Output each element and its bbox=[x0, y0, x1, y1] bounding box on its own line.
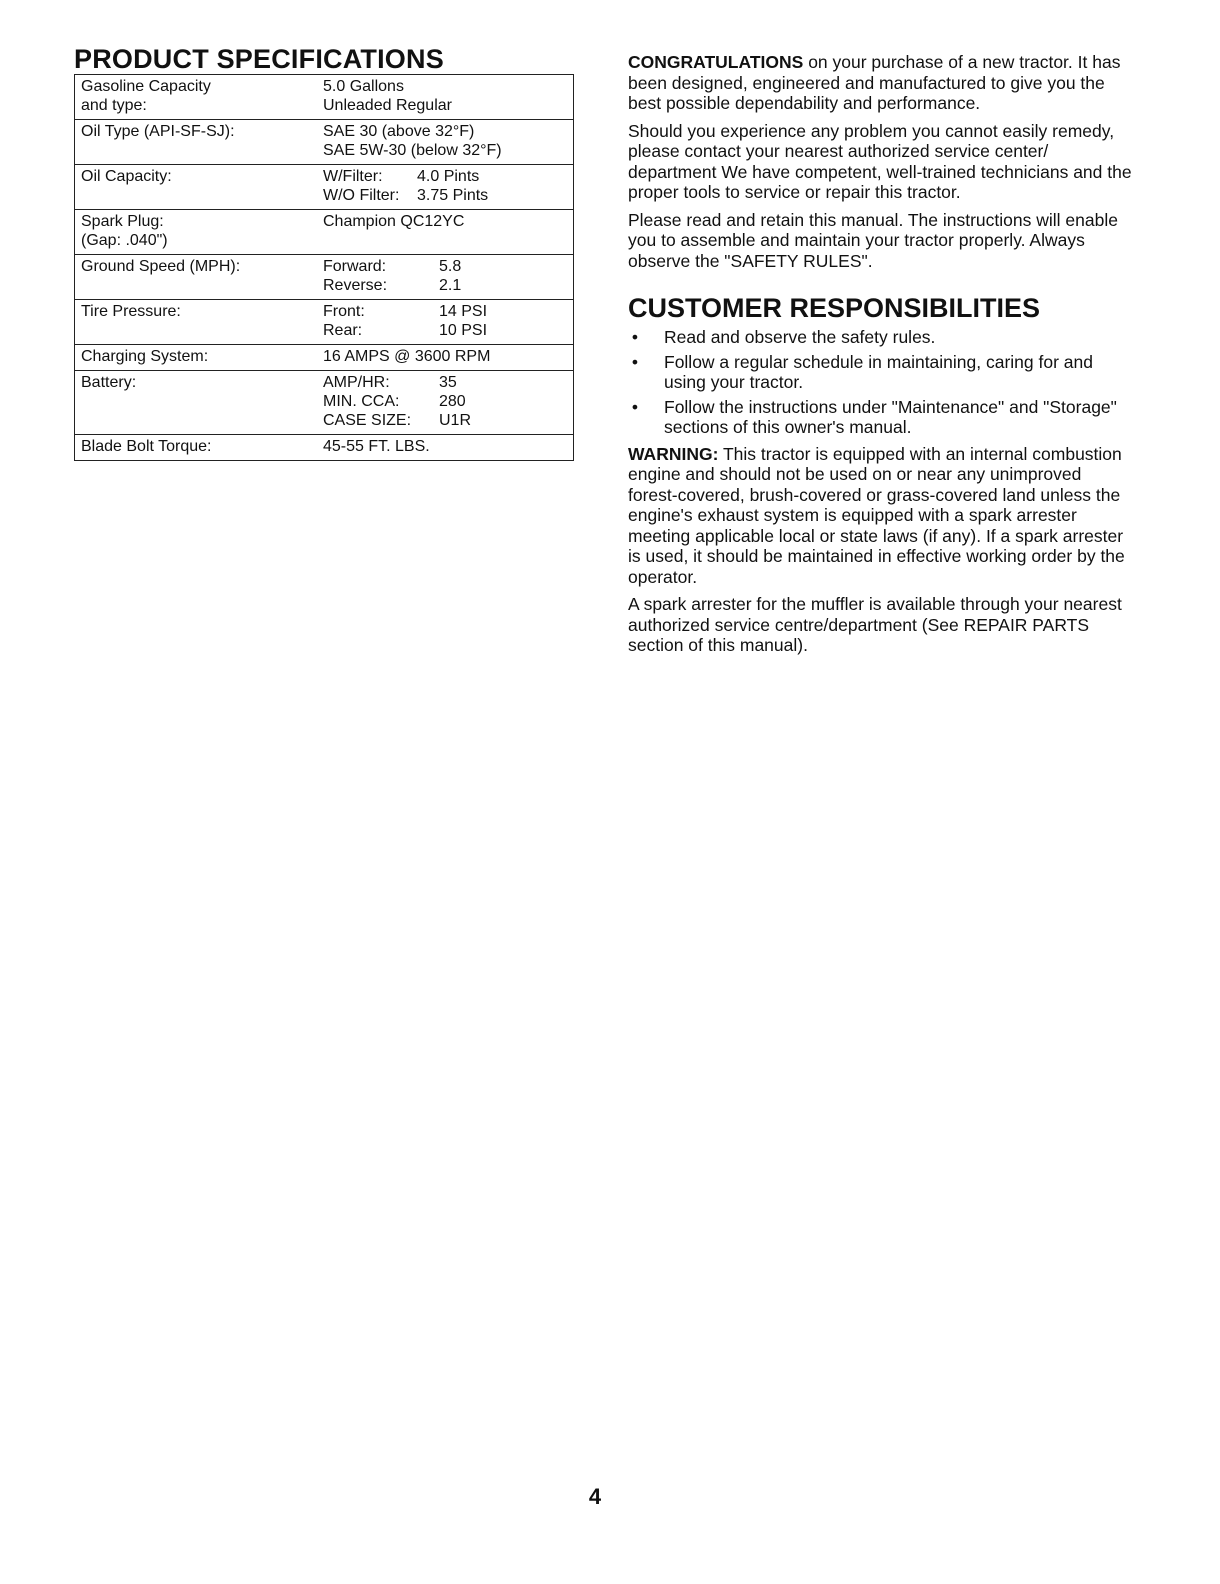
spec-value-key: 16 AMPS @ 3600 RPM bbox=[323, 348, 491, 365]
congratulations-paragraph bbox=[628, 52, 1132, 114]
specifications-title: PRODUCT SPECIFICATIONS bbox=[74, 44, 444, 74]
spark-arrester-paragraph: A spark arrester for the muffler is available through your nearest authorized service centre/department (See REPAIR PARTS section of this manual). bbox=[628, 594, 1122, 655]
bullet-icon: • bbox=[631, 351, 639, 372]
spec-value-line bbox=[323, 167, 569, 186]
spec-label bbox=[75, 75, 318, 120]
spec-value-amount: 4.0 Pints bbox=[417, 168, 480, 185]
table-row bbox=[75, 210, 574, 255]
table-row bbox=[75, 435, 574, 461]
spec-value-key: AMP/HR: bbox=[323, 374, 390, 391]
congratulations-lead: CONGRATULATIONS bbox=[628, 52, 804, 72]
table-row bbox=[75, 300, 574, 345]
table-row bbox=[75, 255, 574, 300]
bullet-icon: • bbox=[631, 396, 639, 417]
spec-value-line bbox=[323, 392, 569, 411]
specifications-section bbox=[74, 44, 574, 461]
spec-value-line bbox=[323, 321, 569, 340]
spec-value bbox=[317, 75, 574, 120]
spec-label bbox=[75, 165, 318, 210]
spec-value-line bbox=[323, 276, 569, 295]
spec-value-key: SAE 30 (above 32°F) bbox=[323, 123, 475, 140]
spec-label-line: and type: bbox=[81, 97, 147, 114]
spec-value-key: Rear: bbox=[323, 322, 363, 339]
spec-value-line bbox=[323, 437, 569, 456]
table-row bbox=[75, 165, 574, 210]
spec-value bbox=[317, 371, 574, 435]
warning-lead: WARNING: bbox=[628, 443, 719, 464]
spec-label-line: (Gap: .040") bbox=[81, 232, 168, 249]
list-item-text: Follow the instructions under "Maintenance" and "Storage" sections of this owner's manual. bbox=[664, 396, 1117, 437]
spec-value bbox=[317, 120, 574, 165]
warning-text: This tractor is equipped with an internal combustion engine and should not be used on or near any unimproved forest-covered, brush-covered or grass-covered land unless the engine's exhaust system is equipped with a spark arrester meeting applicable local or state laws (if any). If a spark arrester is used, it should be maintained in effective working order by the operator. bbox=[628, 443, 1125, 587]
spec-label-line: Spark Plug: bbox=[81, 213, 164, 230]
list-item bbox=[628, 327, 1132, 348]
spec-value-line bbox=[323, 347, 569, 366]
spec-value-key: 5.0 Gallons bbox=[323, 78, 404, 95]
specifications-table bbox=[74, 74, 574, 461]
responsibilities-title: CUSTOMER RESPONSIBILITIES bbox=[628, 293, 1041, 323]
spec-label-line: Oil Type (API-SF-SJ): bbox=[81, 123, 235, 140]
spec-value-line bbox=[323, 77, 569, 96]
spec-value-line bbox=[323, 212, 569, 231]
spec-label bbox=[75, 255, 318, 300]
spec-value-line bbox=[323, 96, 569, 115]
spec-value-key: Forward: bbox=[323, 258, 387, 275]
table-row bbox=[75, 120, 574, 165]
spec-value-key: 45-55 FT. LBS. bbox=[323, 438, 430, 455]
spec-value-amount: 35 bbox=[439, 374, 457, 391]
spec-value-line bbox=[323, 186, 569, 205]
spec-value-line bbox=[323, 411, 569, 430]
spec-label bbox=[75, 210, 318, 255]
table-row bbox=[75, 75, 574, 120]
spec-value bbox=[317, 435, 574, 461]
spec-value-key: Front: bbox=[323, 303, 365, 320]
spec-value-amount: 10 PSI bbox=[439, 322, 488, 339]
spec-label bbox=[75, 300, 318, 345]
retain-manual-paragraph: Please read and retain this manual. The instructions will enable you to assemble and maintain your tractor properly. Always observe the "SAFETY RULES". bbox=[628, 209, 1118, 271]
list-item-text: Read and observe the safety rules. bbox=[664, 327, 936, 347]
spec-label-line: Ground Speed (MPH): bbox=[81, 258, 241, 275]
spec-value-key: Unleaded Regular bbox=[323, 97, 452, 114]
responsibilities-list bbox=[628, 327, 1132, 438]
list-item bbox=[628, 352, 1132, 393]
spec-value-line bbox=[323, 257, 569, 276]
list-item-text: Follow a regular schedule in maintaining, caring for and using your tractor. bbox=[664, 351, 1093, 392]
spec-value bbox=[317, 345, 574, 371]
spec-value-key: CASE SIZE: bbox=[323, 412, 412, 429]
spec-value-key: W/O Filter: bbox=[323, 187, 400, 204]
table-row bbox=[75, 345, 574, 371]
spec-value-line bbox=[323, 373, 569, 392]
table-row bbox=[75, 371, 574, 435]
spec-value-amount: 5.8 bbox=[439, 258, 462, 275]
warning-paragraph bbox=[628, 444, 1132, 588]
spec-value-line bbox=[323, 302, 569, 321]
spec-label-line: Charging System: bbox=[81, 348, 209, 365]
spec-value bbox=[317, 255, 574, 300]
spec-value-key: Reverse: bbox=[323, 277, 388, 294]
spec-label-line: Blade Bolt Torque: bbox=[81, 438, 212, 455]
spec-label-line: Battery: bbox=[81, 374, 137, 391]
spec-value bbox=[317, 210, 574, 255]
list-item bbox=[628, 397, 1132, 438]
page-number: 4 bbox=[588, 1484, 602, 1509]
spec-value-line bbox=[323, 141, 569, 160]
spec-value-key: SAE 5W-30 (below 32°F) bbox=[323, 142, 502, 159]
spec-label bbox=[75, 345, 318, 371]
spec-value-key: W/Filter: bbox=[323, 168, 383, 185]
spec-label-line: Oil Capacity: bbox=[81, 168, 172, 185]
spec-value-key: Champion QC12YC bbox=[323, 213, 465, 230]
spec-value-amount: U1R bbox=[439, 412, 472, 429]
congratulations-text: on your purchase of a new tractor. It has been designed, engineered and manufactured to give you the best possible dependability and performance. bbox=[628, 52, 1121, 113]
spec-value-amount: 2.1 bbox=[439, 277, 462, 294]
spec-label bbox=[75, 371, 318, 435]
spec-value-amount: 280 bbox=[439, 393, 466, 410]
spec-label-line: Gasoline Capacity bbox=[81, 78, 211, 95]
spec-value-line bbox=[323, 122, 569, 141]
intro-section bbox=[628, 52, 1132, 663]
problem-paragraph: Should you experience any problem you cannot easily remedy, please contact your nearest authorized service center/ department We have competent, well-trained technicians and the proper tools to service or repair this tractor. bbox=[628, 120, 1132, 202]
spec-value bbox=[317, 165, 574, 210]
spec-value bbox=[317, 300, 574, 345]
spec-label-line: Tire Pressure: bbox=[81, 303, 181, 320]
bullet-icon: • bbox=[631, 327, 639, 347]
spec-label bbox=[75, 435, 318, 461]
spec-label bbox=[75, 120, 318, 165]
spec-value-amount: 14 PSI bbox=[439, 303, 488, 320]
spec-value-amount: 3.75 Pints bbox=[417, 187, 489, 204]
spec-value-key: MIN. CCA: bbox=[323, 393, 400, 410]
